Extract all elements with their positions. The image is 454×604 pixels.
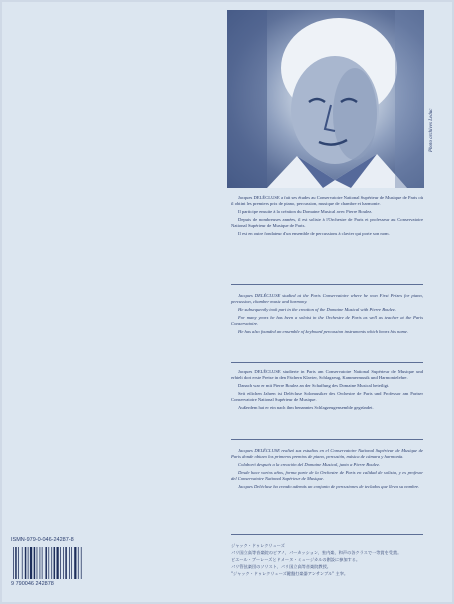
bio-english xyxy=(231,293,423,336)
bio-paragraph: For many years he has been a soloist in the Orchestre de Paris as well as teacher at the Paris Conservatoire. xyxy=(231,314,423,326)
bio-paragraph: Jacques DELÉCLUSE studierte in Paris am Conservatoire National Supérieur de Musique und erhielt dort erste Preise in den Fächern Klavier, Schlagzeug, Kammermusik und Harmonielehre. xyxy=(231,369,423,381)
bio-line: ジャック・ドゥレクリューズ xyxy=(231,543,285,548)
bio-paragraph: Jacques DELÉCLUSE a fait ses études au Conservatoire National Supérieur de Musique de Paris où il obtint les premiers prix de piano, percussion, musique de chambre et harmonie. xyxy=(231,195,423,207)
bio-paragraph: Il participe ensuite à la création du Domaine Musical avec Pierre Boulez. xyxy=(238,208,373,214)
bio-german xyxy=(231,369,423,412)
bio-paragraph: Jacques DELÉCLUSE realizó sus estudios en el Conservatoire National Supérieur de Musique de Paris donde obtuvo los primeros premios de piano, percusión, música de cámara y harmonía. xyxy=(231,448,423,460)
bio-french xyxy=(231,195,423,238)
divider xyxy=(231,439,423,440)
bio-japanese xyxy=(231,542,423,577)
bio-paragraph: Desde hace varios años, forma parte de la Orchestre de Paris en calidad de solista, y es profesor del Conservatoire National Supérieur de Musique. xyxy=(231,469,423,481)
barcode-digits: 9 790046 242878 xyxy=(11,581,54,587)
ismn-number: ISMN-979-0-046-24287-8 xyxy=(11,537,74,543)
barcode xyxy=(11,546,91,580)
bio-paragraph: Jacques DELÉCLUSE studied at the Paris Conservatoire where he won First Prizes for piano, percussion, chamber music and harmony. xyxy=(231,293,423,305)
divider xyxy=(231,284,423,285)
photo-credit: Photo archives Leduc xyxy=(429,108,434,152)
bio-paragraph: He subsequently took part in the creation of the Domaine Musical with Pierre Boulez. xyxy=(238,306,396,312)
bio-paragraph: Il est en outre fondateur d'un ensemble de percussions à clavier qui porte son nom. xyxy=(238,230,390,236)
portrait-photo xyxy=(227,10,424,188)
bio-paragraph: Depuis de nombreuses années, il est soliste à l'Orchestre de Paris et professeur au Conservatoire National Supérieur de Musique de Paris. xyxy=(231,216,423,228)
back-cover xyxy=(2,2,452,602)
bio-line: ピエール・ブーレーズとドメーヌ・ミュージカルの創設に参加する。 xyxy=(231,557,361,562)
divider xyxy=(231,534,423,535)
bio-spanish xyxy=(231,448,423,491)
bio-paragraph: Außerdem hat er ein nach ihm benanntes Schlagzeugensemble gegründet. xyxy=(238,404,374,410)
bio-paragraph: Jacques Delécluse ha creado además un conjunto de percusiones de teclados que lleva su nombre. xyxy=(238,483,420,489)
bio-line: パリ国立高等音楽院のピアノ、パーカッション、室内楽、和声の各クラスで一等賞を受賞。 xyxy=(231,550,402,555)
bio-paragraph: Colaboró después a la creación del Domaine Musical, junto a Pierre Boulez. xyxy=(238,461,380,467)
bio-line: パリ管弦楽団のソリスト、パリ国立高等音楽院教授。 xyxy=(231,564,331,569)
portrait-illustration xyxy=(227,10,424,188)
bio-paragraph: Danach war er mit Pierre Boulez an der Schaffung des Domaine Musical beteiligt. xyxy=(238,382,390,388)
divider xyxy=(231,362,423,363)
bio-paragraph: He has also founded an ensemble of keyboard percussion instruments which bears his name. xyxy=(238,328,409,334)
bio-paragraph: Seit etlichen Jahren ist Delécluse Solomusiker des Orchestre de Paris und Professor am Pariser Conservatoire National Supérieur de Musique. xyxy=(231,390,423,402)
bio-line: "ジャック・ドゥレクリューズ鍵盤打楽器アンサンブル" 主宰。 xyxy=(231,571,349,576)
